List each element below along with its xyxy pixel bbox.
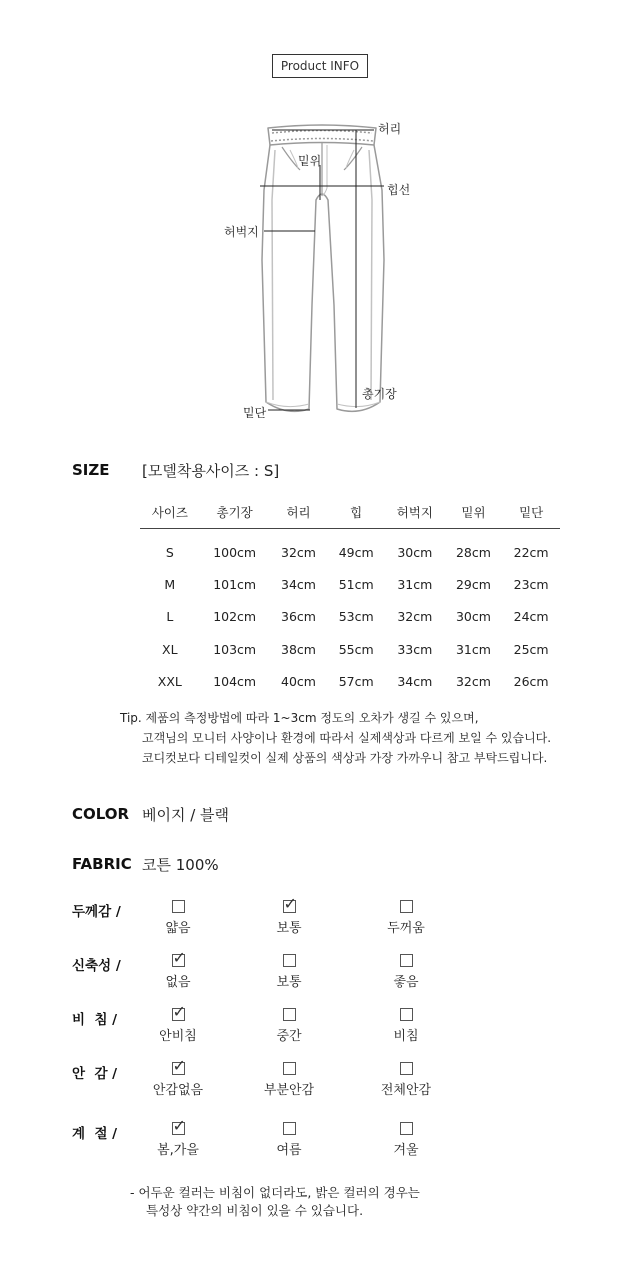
- checkbox-icon: [283, 1122, 296, 1135]
- checkbox-icon: [172, 900, 185, 913]
- attribute-option: [356, 954, 456, 990]
- size-cell: 101cm: [213, 577, 257, 593]
- size-cell: M: [164, 577, 176, 593]
- size-cell: 34cm: [397, 674, 433, 690]
- option-label: 봄,가을: [157, 1143, 199, 1158]
- checkbox-icon: [283, 1062, 296, 1075]
- label-length: 총기장: [362, 387, 397, 401]
- option-label: 여름: [276, 1143, 302, 1158]
- attribute-label: 신축성 /: [72, 958, 121, 974]
- attribute-option: [356, 1008, 456, 1044]
- size-cell: 49cm: [338, 544, 374, 560]
- size-cell: 102cm: [213, 609, 257, 625]
- option-label: 안감없음: [152, 1083, 204, 1098]
- check-icon: ✓: [172, 1002, 186, 1021]
- product-info-badge: Product INFO: [272, 54, 368, 78]
- option-label: 보통: [276, 921, 302, 936]
- size-cell: 30cm: [455, 609, 491, 625]
- attribute-option: [239, 894, 339, 936]
- checked-box-icon: [172, 1002, 186, 1021]
- size-cell: 53cm: [338, 609, 374, 625]
- tip-text: [120, 708, 551, 768]
- attribute-option: [239, 1062, 339, 1098]
- attribute-option: [356, 1122, 456, 1158]
- attribute-option: [239, 1122, 339, 1158]
- header-cell: 밑단: [502, 496, 560, 529]
- attribute-option: [356, 900, 456, 936]
- size-cell: 31cm: [397, 577, 433, 593]
- label-rise: 밑위: [298, 154, 322, 168]
- label-waist: 허리: [378, 122, 402, 136]
- fabric-title: FABRIC: [72, 855, 132, 873]
- size-cell: 34cm: [281, 577, 316, 593]
- header-cell: 허벅지: [385, 496, 445, 529]
- checkbox-icon: [400, 1122, 413, 1135]
- size-cell: 103cm: [213, 641, 257, 657]
- attribute-option: [128, 1056, 228, 1098]
- size-cell: 30cm: [397, 544, 433, 560]
- checkbox-icon: [400, 900, 413, 913]
- size-cell: 24cm: [513, 609, 549, 625]
- size-row: [140, 633, 560, 665]
- size-cell: 33cm: [397, 641, 433, 657]
- attribute-option: [128, 948, 228, 990]
- size-cell: 38cm: [281, 641, 316, 657]
- option-label: 얇음: [165, 921, 191, 936]
- size-cell: 36cm: [281, 609, 316, 625]
- size-cell: 55cm: [338, 641, 374, 657]
- attribute-option: [128, 1116, 228, 1158]
- size-table: [140, 496, 560, 698]
- attribute-option: [128, 900, 228, 936]
- attribute-label: 계 절 /: [72, 1126, 118, 1142]
- size-row: [140, 666, 560, 698]
- size-cell: 28cm: [455, 544, 491, 560]
- size-cell: 29cm: [455, 577, 491, 593]
- attribute-option: [239, 1008, 339, 1044]
- checkbox-icon: [283, 954, 296, 967]
- checkbox-icon: [400, 1008, 413, 1021]
- note-line: 특성상 약간의 비침이 있을 수 있습니다.: [146, 1203, 364, 1218]
- size-row: [140, 529, 560, 569]
- size-cell: L: [166, 609, 174, 625]
- checkbox-icon: [283, 1008, 296, 1021]
- option-label: 없음: [165, 975, 191, 990]
- option-label: 비침: [393, 1029, 419, 1044]
- size-cell: 22cm: [513, 544, 549, 560]
- size-cell: 32cm: [281, 544, 316, 560]
- size-cell: 26cm: [513, 674, 549, 690]
- checkbox-icon: [400, 954, 413, 967]
- check-icon: ✓: [172, 948, 186, 967]
- size-cell: 32cm: [455, 674, 491, 690]
- pants-diagram: [0, 0, 640, 440]
- color-value: 베이지 / 블랙: [142, 806, 230, 824]
- size-cell: 57cm: [338, 674, 374, 690]
- fabric-value: 코튼 100%: [142, 856, 219, 874]
- size-cell: XL: [162, 641, 178, 657]
- size-cell: 104cm: [213, 674, 257, 690]
- size-cell: S: [165, 544, 174, 560]
- label-hem: 밑단: [243, 406, 267, 420]
- option-label: 부분안감: [263, 1083, 315, 1098]
- header-cell: 허리: [270, 496, 328, 529]
- checked-box-icon: [172, 1056, 186, 1075]
- check-icon: ✓: [172, 1056, 186, 1075]
- option-label: 안비침: [159, 1029, 197, 1044]
- size-cell: 32cm: [397, 609, 433, 625]
- tip-line: 고객님의 모니터 사양이나 환경에 따라서 실제색상과 다르게 보일 수 있습니다.: [142, 731, 552, 745]
- size-cell: 51cm: [338, 577, 374, 593]
- attribute-label: 두께감 /: [72, 904, 121, 920]
- tip-line: 코디컷보다 디테일컷이 실제 상품의 색상과 가장 가까우니 참고 부탁드립니다.: [142, 751, 548, 765]
- sheerness-note: [130, 1184, 420, 1220]
- size-row: [140, 568, 560, 600]
- size-cell: 23cm: [513, 577, 549, 593]
- option-label: 보통: [276, 975, 302, 990]
- checkbox-icon: [400, 1062, 413, 1075]
- attribute-label: 안 감 /: [72, 1066, 118, 1082]
- tip-line: Tip. 제품의 측정방법에 따라 1~3cm 정도의 오차가 생길 수 있으며,: [120, 711, 479, 725]
- header-cell: 힙: [327, 496, 385, 529]
- header-cell: 총기장: [200, 496, 270, 529]
- note-line: - 어두운 컬러는 비침이 없더라도, 밝은 컬러의 경우는: [130, 1185, 420, 1200]
- size-title: SIZE: [72, 461, 110, 479]
- label-hip: 힙선: [387, 183, 411, 197]
- check-icon: ✓: [172, 1116, 186, 1135]
- size-row: [140, 601, 560, 633]
- option-label: 전체안감: [380, 1083, 432, 1098]
- option-label: 두꺼움: [387, 921, 425, 936]
- size-cell: 25cm: [513, 641, 549, 657]
- size-cell: 40cm: [281, 674, 316, 690]
- attribute-option: [128, 1002, 228, 1044]
- size-cell: XXL: [157, 674, 182, 690]
- size-cell: 31cm: [455, 641, 491, 657]
- option-label: 중간: [276, 1029, 302, 1044]
- label-thigh: 허벅지: [224, 225, 259, 239]
- checked-box-icon: [172, 948, 186, 967]
- header-cell: 밑위: [445, 496, 503, 529]
- check-icon: ✓: [283, 894, 297, 913]
- color-title: COLOR: [72, 805, 130, 823]
- option-label: 겨울: [393, 1143, 419, 1158]
- model-size: [모델착용사이즈 : S]: [142, 462, 280, 480]
- attribute-label: 비 침 /: [72, 1012, 118, 1028]
- option-label: 좋음: [393, 975, 419, 990]
- size-cell: 100cm: [213, 544, 257, 560]
- header-cell: 사이즈: [140, 496, 200, 529]
- attribute-option: [356, 1062, 456, 1098]
- attribute-option: [239, 954, 339, 990]
- checked-box-icon: [172, 1116, 186, 1135]
- size-table-header: [140, 496, 560, 529]
- checked-box-icon: [283, 894, 297, 913]
